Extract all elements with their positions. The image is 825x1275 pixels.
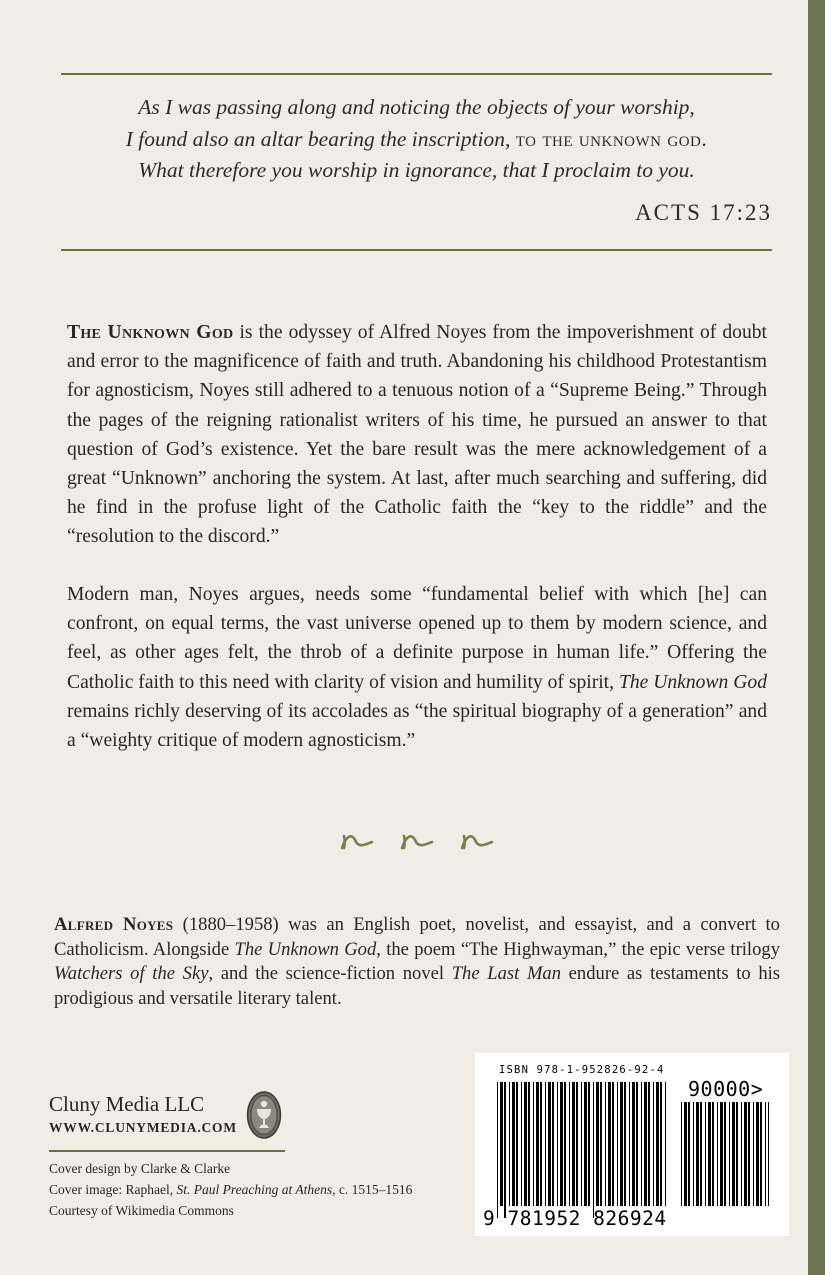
barcode-bar bbox=[753, 1102, 754, 1206]
description-paragraph-1 bbox=[67, 318, 767, 552]
chalice-seal-icon bbox=[246, 1090, 282, 1140]
barcode-bar bbox=[696, 1102, 699, 1206]
barcode-bar bbox=[656, 1082, 659, 1206]
barcode-bar bbox=[620, 1082, 623, 1206]
barcode-bar bbox=[681, 1102, 682, 1206]
description-paragraph-1-text: is the odyssey of Alfred Noyes from the impoverishment of doubt and error to the magnificence of faith and truth. Abandoning his childhood Protestantism for agnosticism, Noyes still adhered to a tenuous notion of a “Supreme Being.” Through the pages of the reigning rationalist writers of his time, he pursued an answer to that question of God’s existence. Yet the bare result was the mere acknowledgement of a great “Unknown” anchoring the system. At last, after much searching and suffering, did he find in the profuse light of the Catholic faith the “key to the riddle” and the “resolution to the discord.” bbox=[67, 322, 767, 548]
barcode-bar bbox=[688, 1102, 690, 1206]
barcode-bars bbox=[497, 1082, 667, 1218]
barcode-bar bbox=[705, 1102, 706, 1206]
publisher-name: Cluny Media LLC bbox=[49, 1092, 205, 1116]
barcode-bar bbox=[644, 1082, 647, 1206]
barcode-bar bbox=[756, 1102, 759, 1206]
barcode-bar bbox=[648, 1082, 650, 1206]
barcode-bar bbox=[641, 1082, 642, 1206]
epigraph-line-3: What therefore you worship in ignorance, that I proclaim to you. bbox=[138, 158, 695, 182]
barcode-bar bbox=[528, 1082, 530, 1206]
barcode-bar bbox=[512, 1082, 515, 1206]
barcode-bar bbox=[593, 1082, 594, 1218]
barcode-bar bbox=[524, 1082, 527, 1206]
barcode-addon-bars bbox=[681, 1102, 769, 1218]
barcode-bar bbox=[540, 1082, 542, 1206]
barcode-bar bbox=[557, 1082, 558, 1206]
barcode-bar bbox=[629, 1082, 630, 1206]
credit-image-suffix: , c. 1515–1516 bbox=[332, 1181, 413, 1197]
barcode-bar bbox=[624, 1082, 626, 1206]
barcode-bar bbox=[748, 1102, 750, 1206]
book-title-smallcaps: The Unknown God bbox=[67, 322, 234, 343]
barcode-bar bbox=[576, 1082, 578, 1206]
barcode-bar bbox=[741, 1102, 742, 1206]
barcode-bar bbox=[581, 1082, 582, 1206]
barcode-bar bbox=[584, 1082, 587, 1206]
barcode-bar bbox=[760, 1102, 762, 1206]
barcode-bar bbox=[521, 1082, 522, 1206]
barcode-bar bbox=[765, 1102, 766, 1206]
bio-text-2: , the poem “The Highwayman,” the epic verse trilogy bbox=[376, 938, 780, 960]
bio-work-3: The Last Man bbox=[451, 963, 562, 984]
bio-work-2: Watchers of the Sky bbox=[54, 963, 209, 984]
isbn-barcode bbox=[475, 1053, 789, 1236]
epigraph-line-2-text: I found also an altar bearing the inscription, bbox=[125, 126, 516, 151]
isbn-label: ISBN 978-1-952826-92-4 bbox=[499, 1064, 665, 1076]
barcode-digits: 9 781952 826924 bbox=[483, 1207, 667, 1230]
barcode-bar bbox=[536, 1082, 539, 1206]
barcode-bar bbox=[736, 1102, 738, 1206]
bio-text-3: , and the science-fiction novel bbox=[208, 963, 452, 984]
barcode-bar bbox=[717, 1102, 718, 1206]
credit-design: Cover design by Clarke & Clarke bbox=[49, 1161, 231, 1176]
barcode-bar bbox=[700, 1102, 702, 1206]
author-bio bbox=[54, 913, 780, 1011]
barcode-bar bbox=[653, 1082, 654, 1206]
barcode-bar bbox=[605, 1082, 606, 1206]
credit-image-prefix: Cover image: Raphael, bbox=[49, 1181, 177, 1197]
barcode-bar bbox=[504, 1082, 506, 1218]
barcode-bar bbox=[572, 1082, 575, 1206]
epigraph-bottom-rule bbox=[61, 249, 772, 251]
barcode-bar bbox=[712, 1102, 714, 1206]
credit-courtesy: Courtesy of Wikimedia Commons bbox=[49, 1202, 234, 1218]
book-title-italic: The Unknown God bbox=[618, 671, 767, 693]
price-code: 90000> bbox=[688, 1077, 764, 1101]
author-name: Alfred Noyes bbox=[54, 914, 174, 935]
credit-image bbox=[49, 1180, 412, 1201]
altar-inscription: to the unknown god. bbox=[515, 126, 708, 151]
epigraph-line-1: As I was passing along and noticing the objects of your worship, bbox=[138, 95, 695, 119]
description-paragraph-2-tail: remains richly deserving of its accolades as “the spiritual biography of a generation” and a “weighty critique of modern agnosticism.” bbox=[67, 700, 767, 752]
barcode-bar bbox=[617, 1082, 618, 1206]
barcode-bar bbox=[665, 1082, 666, 1206]
credit-image-title: St. Paul Preaching at Athens bbox=[176, 1181, 333, 1197]
publisher-website: WWW.CLUNYMEDIA.COM bbox=[49, 1120, 237, 1135]
barcode-bar bbox=[608, 1082, 611, 1206]
barcode-bar bbox=[720, 1102, 723, 1206]
barcode-bar bbox=[516, 1082, 518, 1206]
barcode-bar bbox=[500, 1082, 503, 1206]
barcode-bar bbox=[552, 1082, 554, 1206]
epigraph-line-2 bbox=[61, 124, 772, 156]
epigraph-quote bbox=[61, 92, 772, 187]
barcode-bar bbox=[545, 1082, 546, 1206]
cover-credits bbox=[49, 1159, 412, 1221]
barcode-bar bbox=[588, 1082, 590, 1206]
bio-text-4: endure as testaments to his prodigious and versatile literary talent. bbox=[54, 963, 781, 1009]
barcode-bar bbox=[708, 1102, 711, 1206]
credits-rule bbox=[49, 1150, 285, 1152]
barcode-bar bbox=[768, 1102, 769, 1206]
barcode-bar bbox=[600, 1082, 602, 1206]
scripture-citation: ACTS 17:23 bbox=[635, 200, 772, 225]
barcode-bar bbox=[509, 1082, 510, 1206]
description-paragraph-2-text: Modern man, Noyes argues, needs some “fundamental belief with which [he] can confront, on equal terms, the vast universe opened up to them by modern science, and feel, as other ages felt, the throb of a definite purpose in human life.” Offering the Catholic faith to this need with clarity of vision and humility of spirit, bbox=[67, 584, 767, 693]
barcode-bar bbox=[660, 1082, 662, 1206]
barcode-bar bbox=[684, 1102, 687, 1206]
barcode-bar bbox=[533, 1082, 534, 1206]
spine-edge bbox=[808, 0, 825, 1275]
barcode-bar bbox=[560, 1082, 563, 1206]
bio-text-1: (1880–1958) was an English poet, novelist, and essayist, and a convert to Catholicism. Alongside bbox=[54, 914, 780, 960]
barcode-bar bbox=[732, 1102, 735, 1206]
barcode-bar bbox=[564, 1082, 566, 1206]
barcode-bar bbox=[596, 1082, 599, 1206]
barcode-bar bbox=[497, 1082, 498, 1218]
bio-work-1: The Unknown God bbox=[234, 938, 377, 960]
barcode-bar bbox=[724, 1102, 726, 1206]
barcode-bar bbox=[548, 1082, 551, 1206]
description-paragraph-2 bbox=[67, 580, 767, 755]
barcode-bar bbox=[569, 1082, 570, 1206]
barcode-bar bbox=[636, 1082, 638, 1206]
barcode-bar bbox=[693, 1102, 694, 1206]
barcode-bar bbox=[612, 1082, 614, 1206]
vine-ornament-icon bbox=[336, 822, 501, 858]
barcode-bar bbox=[744, 1102, 747, 1206]
epigraph-top-rule bbox=[61, 73, 772, 75]
barcode-bar bbox=[729, 1102, 730, 1206]
barcode-bar bbox=[632, 1082, 635, 1206]
